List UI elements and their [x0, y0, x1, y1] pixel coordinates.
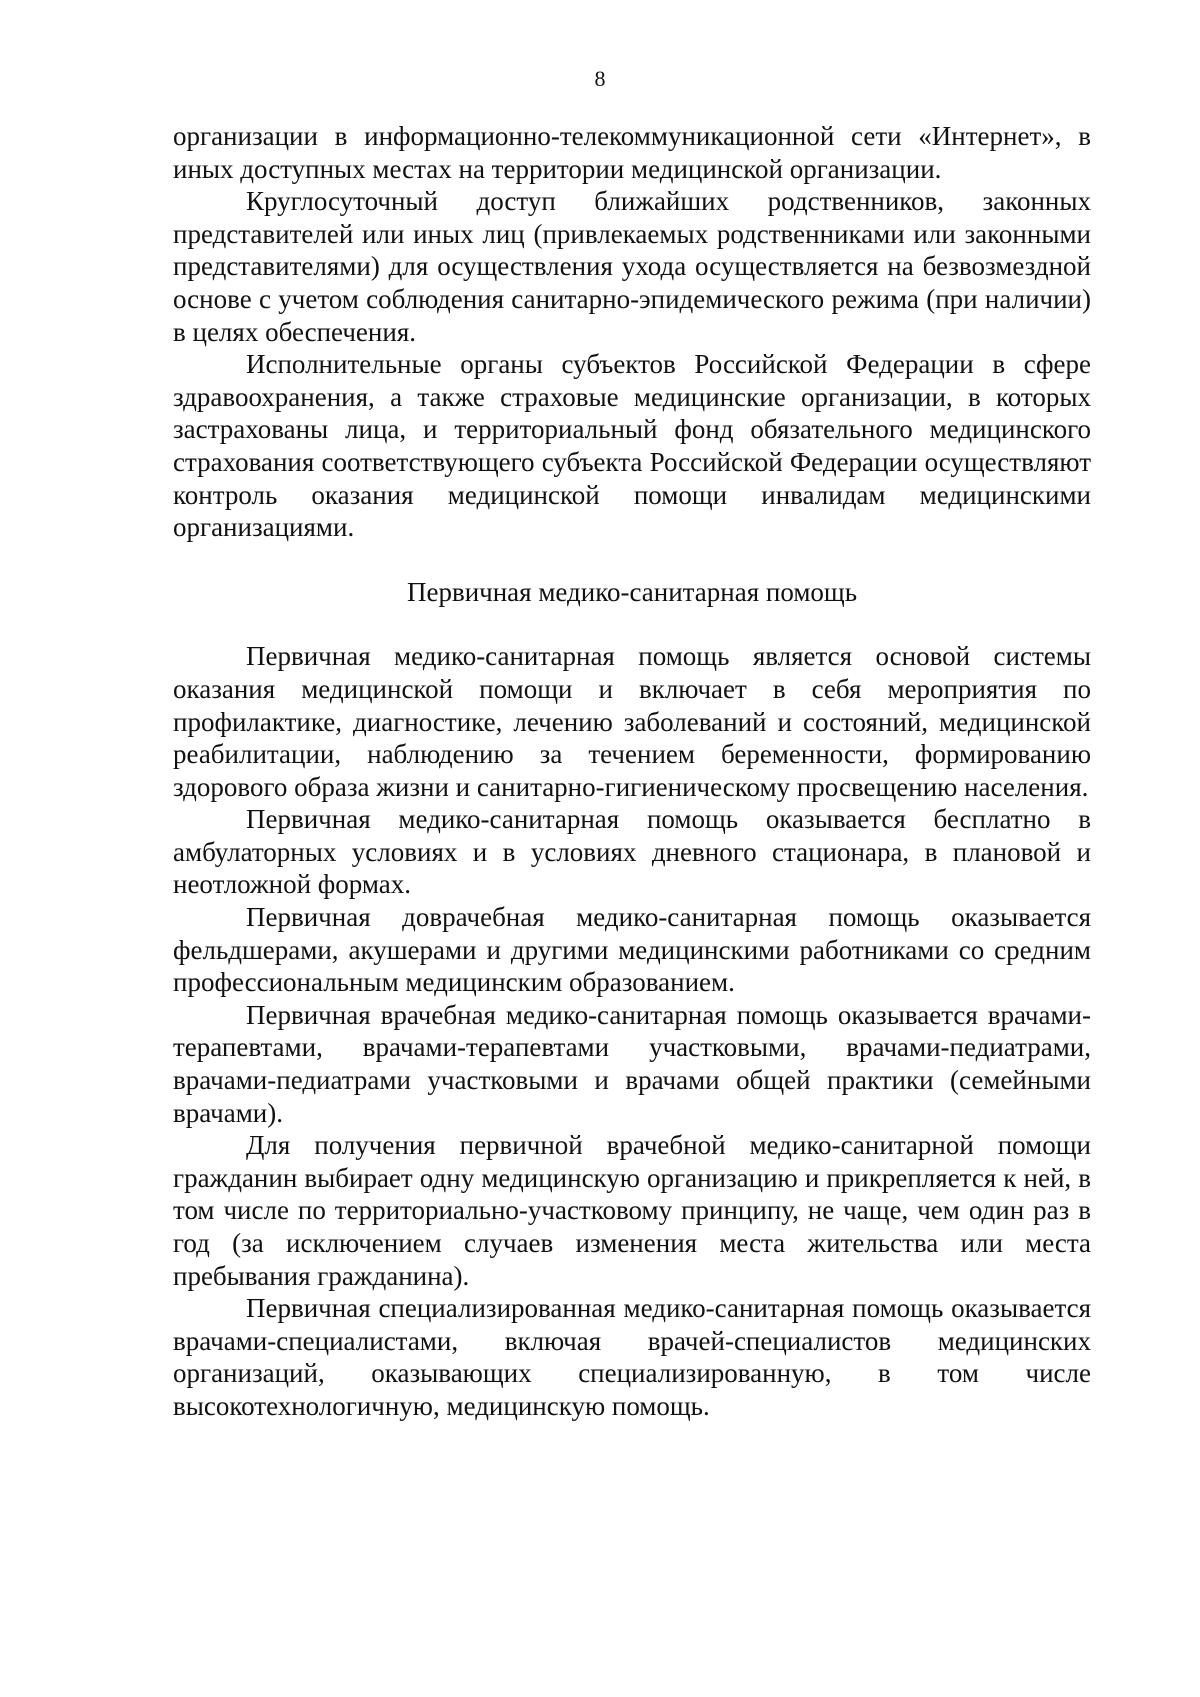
paragraph: Для получения первичной врачебной медико-санитарной помощи гражданин выбирает одну медицинскую организацию и прикрепляется к ней, в том числе по территориально-участковому принципу, не чаще, чем один раз в год (за исключением случаев изменения места жительства или места пребывания гражданина). [173, 1130, 1091, 1291]
page-number: 8 [594, 66, 606, 91]
paragraph: Круглосуточный доступ ближайших родственников, законных представителей или иных лиц (привлекаемых родственниками или законными представителями) для осуществления ухода осуществляется на безвозмездной основе с учетом соблюдения санитарно-эпидемического режима (при наличии) в целях обеспечения. [173, 186, 1091, 347]
paragraph: Первичная медико-санитарная помощь оказывается бесплатно в амбулаторных условиях и в условиях дневного стационара, в плановой и неотложной формах. [173, 804, 1091, 900]
paragraph: Первичная специализированная медико-санитарная помощь оказывается врачами-специалистами, включая врачей-специалистов медицинских организаций, оказывающих специализированную, в том числе высокотехнологичную, медицинскую помощь. [173, 1293, 1091, 1421]
section-heading: Первичная медико-санитарная помощь [406, 576, 858, 607]
paragraph: Исполнительные органы субъектов Российской Федерации в сфере здравоохранения, а также страховые медицинские организации, в которых застрахованы лица, и территориальный фонд обязательного медицинского страхования соответствующего субъекта Российской Федерации осуществляют контроль оказания медицинской помощи инвалидам медицинскими организациями. [173, 349, 1091, 543]
paragraph: Первичная доврачебная медико-санитарная помощь оказывается фельдшерами, акушерами и другими медицинскими работниками со средним профессиональным медицинским образованием. [173, 902, 1091, 998]
paragraph: Первичная врачебная медико-санитарная помощь оказывается врачами-терапевтами, врачами-терапевтами участковыми, врачами-педиатрами, врачами-педиатрами участковыми и врачами общей практики (семейными врачами). [173, 999, 1091, 1128]
document-body [173, 120, 1091, 1423]
paragraph-continuation: организации в информационно-телекоммуникационной сети «Интернет», в иных доступных местах на территории медицинской организации. [173, 121, 1091, 184]
paragraph: Первичная медико-санитарная помощь является основой системы оказания медицинской помощи и включает в себя мероприятия по профилактике, диагностике, лечению заболеваний и состояний, медицинской реабилитации, наблюдению за течением беременности, формированию здорового образа жизни и санитарно-гигиеническому просвещению населения. [173, 641, 1091, 802]
